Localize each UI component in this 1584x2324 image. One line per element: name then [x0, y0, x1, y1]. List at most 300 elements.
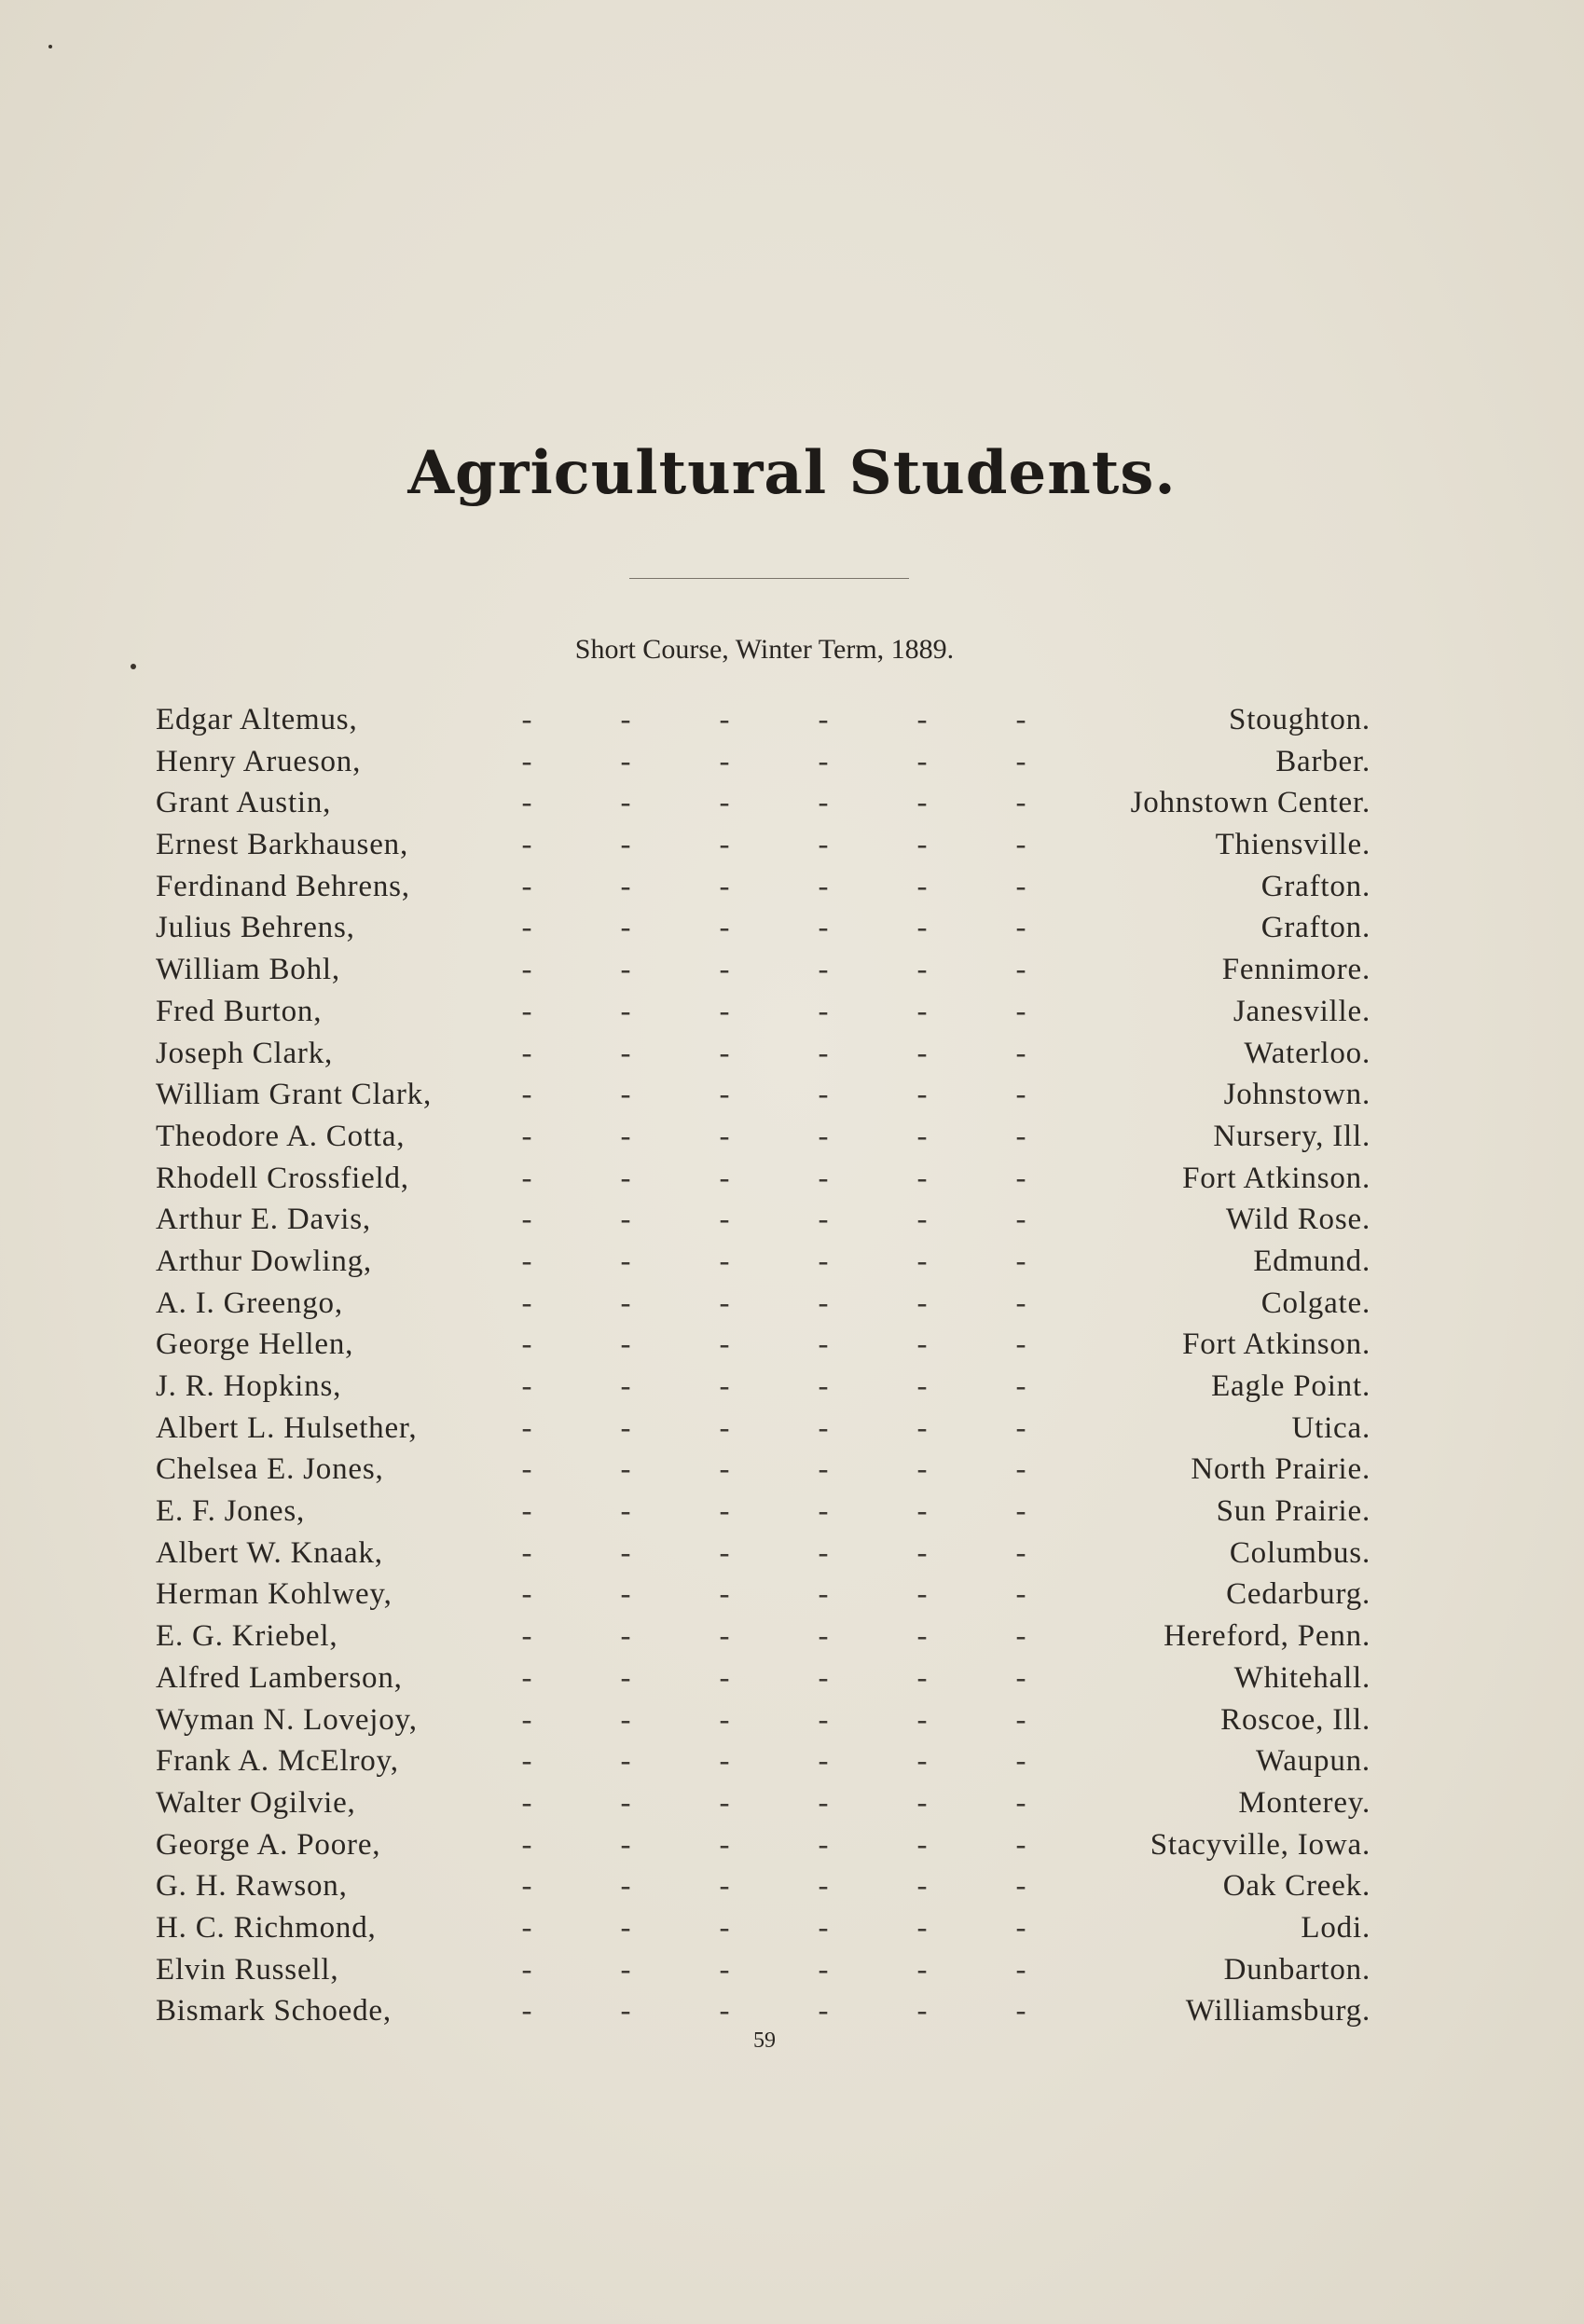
leader-dash: -: [719, 1203, 730, 1237]
leader-dash: -: [521, 1410, 532, 1445]
leader-dash: -: [521, 1078, 532, 1112]
student-hometown: Whitehall.: [1233, 1660, 1371, 1695]
leader-dash: -: [620, 1994, 631, 2028]
leader-dash: -: [620, 1327, 631, 1362]
leader-dash: -: [521, 1119, 532, 1153]
dot-leader: [477, 1158, 1074, 1200]
student-entry: [156, 1699, 1371, 1741]
student-name: George Hellen,: [156, 1327, 354, 1362]
page-number: 59: [753, 2028, 776, 2053]
student-hometown: Columbus.: [1229, 1535, 1371, 1570]
dot-leader: [477, 1033, 1074, 1075]
leader-dash: -: [719, 1161, 730, 1195]
leader-dash: -: [916, 703, 928, 736]
leader-dash: -: [620, 1702, 631, 1737]
leader-dash: -: [1015, 1119, 1026, 1153]
student-entry: [156, 1907, 1371, 1949]
leader-dash: -: [818, 1744, 829, 1779]
leader-dash: -: [620, 786, 631, 820]
leader-dash: -: [620, 869, 631, 903]
student-name: Frank A. McElroy,: [156, 1744, 399, 1779]
student-hometown: Janesville.: [1233, 994, 1371, 1028]
student-hometown: Williamsburg.: [1185, 1994, 1371, 2028]
leader-dash: -: [719, 953, 730, 987]
leader-dash: -: [620, 1286, 631, 1320]
leader-dash: -: [916, 786, 928, 820]
student-entry: [156, 991, 1371, 1033]
leader-dash: -: [719, 1785, 730, 1820]
leader-dash: -: [719, 1036, 730, 1070]
leader-dash: -: [521, 1244, 532, 1278]
student-name: Joseph Clark,: [156, 1036, 334, 1070]
leader-dash: -: [818, 1119, 829, 1153]
student-hometown: Grafton.: [1260, 869, 1371, 903]
student-entry: [156, 824, 1371, 866]
leader-dash: -: [916, 1161, 928, 1195]
leader-dash: -: [818, 1286, 829, 1320]
leader-dash: -: [818, 1619, 829, 1654]
student-name: Bismark Schoede,: [156, 1994, 392, 2028]
leader-dash: -: [1015, 1494, 1026, 1529]
student-hometown: Hereford, Penn.: [1164, 1619, 1371, 1654]
student-hometown: Monterey.: [1238, 1785, 1371, 1820]
leader-dash: -: [719, 1286, 730, 1320]
student-name: Albert W. Knaak,: [156, 1535, 383, 1570]
leader-dash: -: [916, 869, 928, 903]
student-hometown: Edmund.: [1253, 1244, 1371, 1278]
leader-dash: -: [818, 1910, 829, 1945]
student-entry: [156, 866, 1371, 908]
student-name: Henry Arueson,: [156, 744, 362, 778]
leader-dash: -: [1015, 1994, 1026, 2028]
dot-leader: [477, 699, 1074, 741]
dot-leader: [477, 1116, 1074, 1158]
student-name: G. H. Rawson,: [156, 1869, 348, 1904]
leader-dash: -: [1015, 1619, 1026, 1654]
leader-dash: -: [818, 994, 829, 1028]
leader-dash: -: [818, 1036, 829, 1070]
leader-dash: -: [818, 1494, 829, 1529]
leader-dash: -: [620, 1452, 631, 1487]
student-hometown: Stacyville, Iowa.: [1150, 1827, 1371, 1862]
leader-dash: -: [1015, 1827, 1026, 1862]
leader-dash: -: [916, 994, 928, 1028]
student-hometown: Lodi.: [1301, 1910, 1371, 1945]
title-rule: [629, 578, 909, 579]
leader-dash: -: [719, 1660, 730, 1695]
dot-leader: [477, 1824, 1074, 1866]
leader-dash: -: [521, 1869, 532, 1904]
dot-leader: [477, 1657, 1074, 1699]
leader-dash: -: [719, 828, 730, 862]
leader-dash: -: [719, 1577, 730, 1612]
leader-dash: -: [521, 1785, 532, 1820]
student-hometown: Roscoe, Ill.: [1220, 1702, 1371, 1737]
leader-dash: -: [521, 1327, 532, 1362]
leader-dash: -: [620, 1827, 631, 1862]
leader-dash: -: [620, 1036, 631, 1070]
leader-dash: -: [1015, 953, 1026, 987]
leader-dash: -: [521, 1535, 532, 1570]
leader-dash: -: [521, 1203, 532, 1237]
leader-dash: -: [719, 1369, 730, 1403]
dot-leader: [477, 1949, 1074, 1991]
leader-dash: -: [916, 1952, 928, 1987]
leader-dash: -: [818, 1702, 829, 1737]
leader-dash: -: [818, 744, 829, 778]
student-name: Theodore A. Cotta,: [156, 1119, 406, 1153]
leader-dash: -: [1015, 1369, 1026, 1403]
student-name: Ferdinand Behrens,: [156, 869, 410, 903]
student-name: H. C. Richmond,: [156, 1910, 377, 1945]
leader-dash: -: [719, 1452, 730, 1487]
leader-dash: -: [521, 1161, 532, 1195]
student-entry: [156, 1533, 1371, 1575]
student-name: Herman Kohlwey,: [156, 1577, 393, 1612]
student-hometown: Waterloo.: [1244, 1036, 1371, 1070]
leader-dash: -: [916, 1910, 928, 1945]
leader-dash: -: [719, 1119, 730, 1153]
dot-leader: [477, 1408, 1074, 1450]
student-hometown: Barber.: [1275, 744, 1371, 778]
leader-dash: -: [1015, 1244, 1026, 1278]
leader-dash: -: [620, 1577, 631, 1612]
leader-dash: -: [1015, 911, 1026, 945]
leader-dash: -: [818, 786, 829, 820]
leader-dash: -: [620, 1785, 631, 1820]
leader-dash: -: [818, 1577, 829, 1612]
leader-dash: -: [818, 1078, 829, 1112]
leader-dash: -: [916, 1410, 928, 1445]
leader-dash: -: [916, 828, 928, 862]
student-entry: [156, 782, 1371, 824]
leader-dash: -: [719, 1327, 730, 1362]
dot-leader: [477, 1283, 1074, 1325]
dot-leader: [477, 1740, 1074, 1782]
dot-leader: [477, 1074, 1074, 1116]
leader-dash: -: [620, 1410, 631, 1445]
dot-leader: [477, 907, 1074, 949]
leader-dash: -: [818, 1452, 829, 1487]
leader-dash: -: [521, 828, 532, 862]
leader-dash: -: [719, 1744, 730, 1779]
dot-leader: [477, 1907, 1074, 1949]
leader-dash: -: [1015, 1161, 1026, 1195]
student-name: Rhodell Crossfield,: [156, 1161, 409, 1195]
paper-speck: [131, 664, 136, 669]
student-entry: [156, 1408, 1371, 1450]
leader-dash: -: [620, 953, 631, 987]
leader-dash: -: [719, 869, 730, 903]
student-hometown: Fort Atkinson.: [1182, 1327, 1371, 1362]
student-name: Wyman N. Lovejoy,: [156, 1702, 418, 1737]
leader-dash: -: [620, 1744, 631, 1779]
leader-dash: -: [620, 1535, 631, 1570]
leader-dash: -: [620, 1494, 631, 1529]
leader-dash: -: [521, 1702, 532, 1737]
dot-leader: [477, 1324, 1074, 1366]
leader-dash: -: [818, 1994, 829, 2028]
leader-dash: -: [916, 911, 928, 945]
student-hometown: Nursery, Ill.: [1213, 1119, 1371, 1153]
leader-dash: -: [719, 1244, 730, 1278]
leader-dash: -: [620, 744, 631, 778]
leader-dash: -: [1015, 1203, 1026, 1237]
leader-dash: -: [818, 1827, 829, 1862]
student-name: E. F. Jones,: [156, 1494, 306, 1529]
leader-dash: -: [1015, 1952, 1026, 1987]
student-entry: [156, 1158, 1371, 1200]
dot-leader: [477, 1366, 1074, 1408]
student-list: [156, 699, 1371, 2032]
leader-dash: -: [719, 1910, 730, 1945]
leader-dash: -: [1015, 1910, 1026, 1945]
leader-dash: -: [620, 994, 631, 1028]
leader-dash: -: [719, 703, 730, 736]
leader-dash: -: [1015, 1702, 1026, 1737]
student-hometown: Waupun.: [1255, 1744, 1371, 1779]
student-hometown: Colgate.: [1260, 1286, 1371, 1320]
student-hometown: Sun Prairie.: [1216, 1494, 1371, 1529]
student-entry: [156, 1491, 1371, 1533]
leader-dash: -: [916, 1119, 928, 1153]
student-entry: [156, 1740, 1371, 1782]
leader-dash: -: [620, 1619, 631, 1654]
dot-leader: [477, 991, 1074, 1033]
leader-dash: -: [719, 994, 730, 1028]
leader-dash: -: [1015, 744, 1026, 778]
leader-dash: -: [620, 1910, 631, 1945]
leader-dash: -: [719, 1494, 730, 1529]
leader-dash: -: [620, 1369, 631, 1403]
leader-dash: -: [1015, 1744, 1026, 1779]
student-entry: [156, 1324, 1371, 1366]
student-name: Julius Behrens,: [156, 911, 355, 945]
dot-leader: [477, 1449, 1074, 1491]
leader-dash: -: [916, 1494, 928, 1529]
student-hometown: Utica.: [1291, 1410, 1371, 1445]
student-entry: [156, 1241, 1371, 1283]
leader-dash: -: [521, 911, 532, 945]
leader-dash: -: [620, 911, 631, 945]
leader-dash: -: [620, 828, 631, 862]
leader-dash: -: [719, 744, 730, 778]
leader-dash: -: [719, 1619, 730, 1654]
leader-dash: -: [916, 1702, 928, 1737]
student-entry: [156, 907, 1371, 949]
dot-leader: [477, 1199, 1074, 1241]
student-entry: [156, 1074, 1371, 1116]
leader-dash: -: [916, 744, 928, 778]
leader-dash: -: [521, 1994, 532, 2028]
student-hometown: Stoughton.: [1229, 703, 1371, 736]
leader-dash: -: [521, 1910, 532, 1945]
leader-dash: -: [916, 1994, 928, 2028]
leader-dash: -: [818, 1369, 829, 1403]
student-entry: [156, 1824, 1371, 1866]
leader-dash: -: [1015, 1286, 1026, 1320]
leader-dash: -: [1015, 703, 1026, 736]
student-entry: [156, 1574, 1371, 1616]
leader-dash: -: [1015, 828, 1026, 862]
leader-dash: -: [818, 869, 829, 903]
leader-dash: -: [1015, 1327, 1026, 1362]
student-entry: [156, 1366, 1371, 1408]
student-entry: [156, 1657, 1371, 1699]
leader-dash: -: [1015, 1869, 1026, 1904]
leader-dash: -: [521, 1494, 532, 1529]
leader-dash: -: [1015, 1452, 1026, 1487]
leader-dash: -: [521, 1036, 532, 1070]
student-entry: [156, 1033, 1371, 1075]
student-entry: [156, 741, 1371, 783]
leader-dash: -: [818, 1952, 829, 1987]
leader-dash: -: [620, 1119, 631, 1153]
student-name: J. R. Hopkins,: [156, 1369, 342, 1403]
leader-dash: -: [1015, 786, 1026, 820]
leader-dash: -: [818, 1785, 829, 1820]
leader-dash: -: [719, 1869, 730, 1904]
student-name: Ernest Barkhausen,: [156, 828, 408, 862]
dot-leader: [477, 824, 1074, 866]
dot-leader: [477, 1241, 1074, 1283]
leader-dash: -: [1015, 869, 1026, 903]
leader-dash: -: [620, 1952, 631, 1987]
leader-dash: -: [818, 703, 829, 736]
student-entry: [156, 949, 1371, 991]
leader-dash: -: [521, 1827, 532, 1862]
leader-dash: -: [1015, 1410, 1026, 1445]
student-hometown: Johnstown Center.: [1130, 786, 1371, 820]
student-entry: [156, 1116, 1371, 1158]
dot-leader: [477, 866, 1074, 908]
leader-dash: -: [818, 911, 829, 945]
student-name: Grant Austin,: [156, 786, 332, 820]
leader-dash: -: [916, 1827, 928, 1862]
leader-dash: -: [620, 703, 631, 736]
dot-leader: [477, 782, 1074, 824]
dot-leader: [477, 1782, 1074, 1824]
leader-dash: -: [818, 1327, 829, 1362]
leader-dash: -: [1015, 1078, 1026, 1112]
leader-dash: -: [818, 953, 829, 987]
leader-dash: -: [1015, 1577, 1026, 1612]
leader-dash: -: [916, 1036, 928, 1070]
page-title: Agricultural Students.: [407, 438, 1177, 508]
section-subtitle: Short Course, Winter Term, 1889.: [574, 634, 955, 665]
student-name: Arthur Dowling,: [156, 1244, 372, 1278]
leader-dash: -: [818, 1410, 829, 1445]
leader-dash: -: [521, 744, 532, 778]
leader-dash: -: [916, 1869, 928, 1904]
student-name: Chelsea E. Jones,: [156, 1452, 384, 1487]
student-entry: [156, 1283, 1371, 1325]
leader-dash: -: [1015, 994, 1026, 1028]
leader-dash: -: [521, 703, 532, 736]
leader-dash: -: [916, 1244, 928, 1278]
leader-dash: -: [916, 1577, 928, 1612]
student-hometown: Wild Rose.: [1225, 1203, 1371, 1237]
leader-dash: -: [916, 1452, 928, 1487]
dot-leader: [477, 1699, 1074, 1741]
leader-dash: -: [521, 1577, 532, 1612]
leader-dash: -: [916, 1535, 928, 1570]
leader-dash: -: [521, 869, 532, 903]
leader-dash: -: [521, 1452, 532, 1487]
leader-dash: -: [521, 1619, 532, 1654]
student-name: Edgar Altemus,: [156, 703, 358, 736]
dot-leader: [477, 1574, 1074, 1616]
student-name: George A. Poore,: [156, 1827, 381, 1862]
student-name: Walter Ogilvie,: [156, 1785, 356, 1820]
leader-dash: -: [818, 1869, 829, 1904]
leader-dash: -: [521, 994, 532, 1028]
student-name: William Grant Clark,: [156, 1078, 433, 1112]
student-hometown: Cedarburg.: [1226, 1577, 1371, 1612]
leader-dash: -: [916, 1785, 928, 1820]
leader-dash: -: [521, 953, 532, 987]
student-entry: [156, 1782, 1371, 1824]
leader-dash: -: [818, 1161, 829, 1195]
leader-dash: -: [620, 1869, 631, 1904]
student-hometown: Thiensville.: [1215, 828, 1371, 862]
leader-dash: -: [719, 786, 730, 820]
leader-dash: -: [916, 1619, 928, 1654]
student-entry: [156, 1449, 1371, 1491]
dot-leader: [477, 741, 1074, 783]
student-entry: [156, 1616, 1371, 1657]
leader-dash: -: [916, 1660, 928, 1695]
student-name: E. G. Kriebel,: [156, 1619, 338, 1654]
leader-dash: -: [1015, 1785, 1026, 1820]
dot-leader: [477, 1491, 1074, 1533]
leader-dash: -: [818, 1203, 829, 1237]
leader-dash: -: [521, 1286, 532, 1320]
student-name: Fred Burton,: [156, 994, 323, 1028]
leader-dash: -: [620, 1203, 631, 1237]
leader-dash: -: [521, 1369, 532, 1403]
leader-dash: -: [916, 1203, 928, 1237]
dot-leader: [477, 1533, 1074, 1575]
leader-dash: -: [719, 1535, 730, 1570]
student-hometown: Fennimore.: [1221, 953, 1371, 987]
leader-dash: -: [916, 953, 928, 987]
student-hometown: North Prairie.: [1191, 1452, 1371, 1487]
leader-dash: -: [620, 1244, 631, 1278]
student-entry: [156, 1865, 1371, 1907]
leader-dash: -: [818, 1535, 829, 1570]
leader-dash: -: [719, 911, 730, 945]
leader-dash: -: [916, 1744, 928, 1779]
student-entry: [156, 699, 1371, 741]
student-entry: [156, 1949, 1371, 1991]
leader-dash: -: [719, 1994, 730, 2028]
leader-dash: -: [521, 1952, 532, 1987]
leader-dash: -: [719, 1827, 730, 1862]
leader-dash: -: [818, 828, 829, 862]
leader-dash: -: [1015, 1660, 1026, 1695]
leader-dash: -: [620, 1161, 631, 1195]
student-name: Arthur E. Davis,: [156, 1203, 371, 1237]
paper-speck: [48, 45, 52, 48]
student-name: Alfred Lamberson,: [156, 1660, 403, 1695]
leader-dash: -: [916, 1369, 928, 1403]
leader-dash: -: [719, 1702, 730, 1737]
student-entry: [156, 1199, 1371, 1241]
student-hometown: Grafton.: [1260, 911, 1371, 945]
leader-dash: -: [916, 1327, 928, 1362]
dot-leader: [477, 1616, 1074, 1657]
